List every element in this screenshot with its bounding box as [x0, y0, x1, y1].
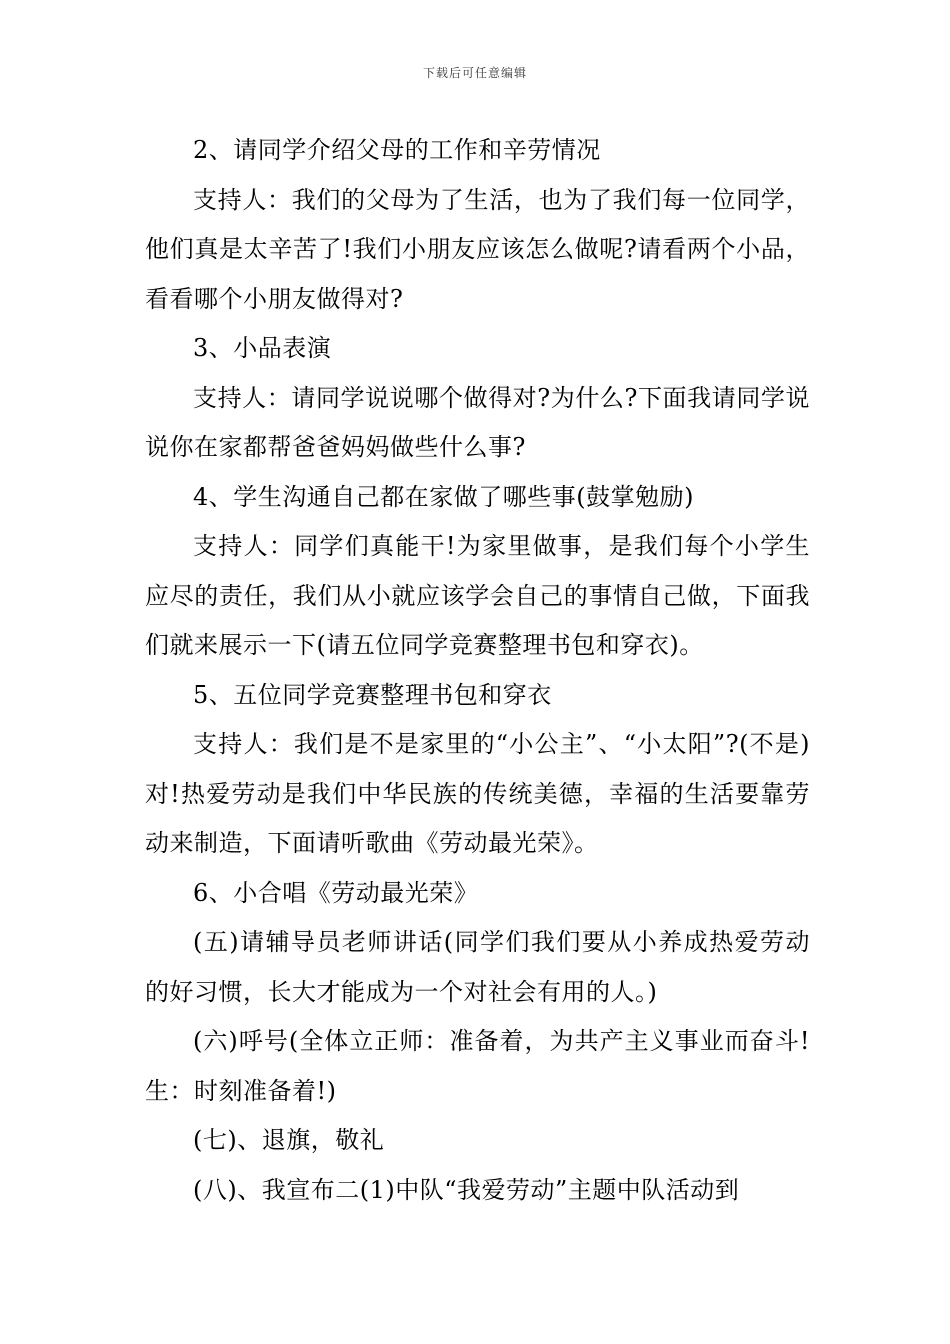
paragraph-item-3: 3、小品表演 [193, 334, 332, 362]
paragraph-host-skit: 支持人：请同学说说哪个做得对?为什么?下面我请同学说说你在家都帮爸爸妈妈做些什么事? [145, 383, 810, 461]
paragraph-item-5: 5、五位同学竞赛整理书包和穿衣 [193, 680, 552, 709]
paragraph-section-8: (八)、我宣布二(1)中队“我爱劳动”主题中队活动到 [193, 1175, 740, 1204]
document-body [145, 126, 810, 1215]
paragraph-section-6: (六)呼号(全体立正师：准备着，为共产主义事业而奋斗!生：时刻准备着!) [145, 1027, 810, 1105]
paragraph-host-labor: 支持人：我们是不是家里的“小公主”、“小太阳”?(不是)对!热爱劳动是我们中华民族的传统美德，幸福的生活要靠劳动来制造，下面请听歌曲《劳动最光荣》。 [145, 730, 810, 857]
paragraph-item-6: 6、小合唱《劳动最光荣》 [193, 878, 479, 907]
paragraph-host-parents: 支持人：我们的父母为了生活，也为了我们每一位同学，他们真是太辛苦了!我们小朋友应该怎么做呢?请看两个小品，看看哪个小朋友做得对? [145, 185, 810, 313]
paragraph-section-7: (七)、退旗，敬礼 [193, 1126, 385, 1154]
paragraph-host-chores: 支持人：同学们真能干!为家里做事，是我们每个小学生应尽的责任，我们从小就应该学会自己的事情自己做，下面我们就来展示一下(请五位同学竞赛整理书包和穿衣)。 [145, 532, 810, 659]
paragraph-item-4: 4、学生沟通自己都在家做了哪些事(鼓掌勉励) [193, 482, 694, 511]
paragraph-item-2: 2、请同学介绍父母的工作和辛劳情况 [193, 136, 601, 164]
page-header: 下载后可任意编辑 [422, 66, 527, 80]
paragraph-section-5: (五)请辅导员老师讲话(同学们我们要从小养成热爱劳动的好习惯，长大才能成为一个对社会有用的人。) [145, 928, 810, 1006]
